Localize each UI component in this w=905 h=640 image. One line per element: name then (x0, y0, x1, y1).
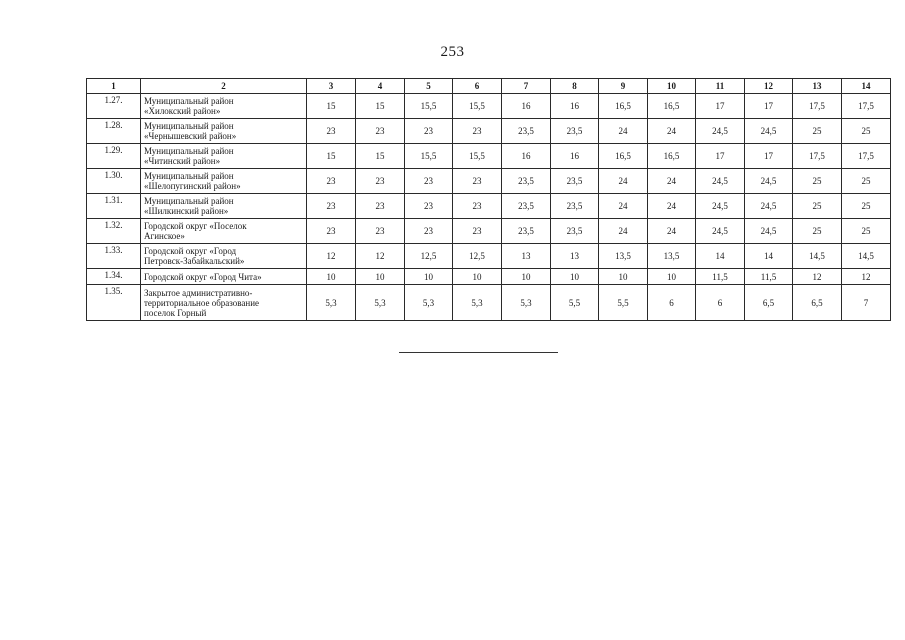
value-cell: 23 (405, 169, 453, 194)
value-cell: 5,5 (599, 285, 648, 321)
value-cell: 10 (648, 269, 696, 285)
row-number: 1.34. (87, 269, 141, 285)
table-body (87, 94, 891, 321)
municipality-name: Муниципальный район «Читинский район» (141, 144, 307, 169)
table-row (87, 94, 891, 119)
municipality-name: Муниципальный район «Шилкинский район» (141, 194, 307, 219)
value-cell: 12 (793, 269, 842, 285)
value-cell: 12 (307, 244, 356, 269)
column-header: 13 (793, 79, 842, 94)
value-cell: 5,3 (453, 285, 502, 321)
value-cell: 5,5 (551, 285, 599, 321)
value-cell: 17 (745, 94, 793, 119)
value-cell: 17 (745, 144, 793, 169)
value-cell: 7 (842, 285, 891, 321)
value-cell: 23,5 (502, 169, 551, 194)
column-header: 7 (502, 79, 551, 94)
value-cell: 12 (356, 244, 405, 269)
value-cell: 6 (648, 285, 696, 321)
value-cell: 23 (356, 119, 405, 144)
value-cell: 23 (356, 219, 405, 244)
value-cell: 24,5 (696, 194, 745, 219)
value-cell: 6,5 (745, 285, 793, 321)
table-header (87, 79, 891, 94)
value-cell: 25 (842, 169, 891, 194)
value-cell: 14 (745, 244, 793, 269)
municipality-name: Муниципальный район «Чернышевский район» (141, 119, 307, 144)
value-cell: 23,5 (551, 119, 599, 144)
municipality-name: Муниципальный район «Шелопугинский район» (141, 169, 307, 194)
value-cell: 10 (405, 269, 453, 285)
value-cell: 24 (599, 194, 648, 219)
data-table (86, 78, 891, 321)
value-cell: 25 (793, 194, 842, 219)
value-cell: 17,5 (793, 94, 842, 119)
row-number: 1.32. (87, 219, 141, 244)
value-cell: 25 (793, 169, 842, 194)
column-header: 11 (696, 79, 745, 94)
value-cell: 16 (502, 144, 551, 169)
municipality-name: Городской округ «Город Петровск-Забайкальский» (141, 244, 307, 269)
value-cell: 15 (356, 144, 405, 169)
value-cell: 12,5 (405, 244, 453, 269)
value-cell: 24,5 (696, 119, 745, 144)
column-header: 8 (551, 79, 599, 94)
value-cell: 15,5 (453, 94, 502, 119)
value-cell: 10 (551, 269, 599, 285)
value-cell: 10 (453, 269, 502, 285)
value-cell: 24,5 (745, 194, 793, 219)
value-cell: 25 (842, 219, 891, 244)
value-cell: 16 (502, 94, 551, 119)
table-row (87, 119, 891, 144)
value-cell: 16,5 (599, 144, 648, 169)
column-header: 2 (141, 79, 307, 94)
value-cell: 24,5 (745, 169, 793, 194)
row-number: 1.27. (87, 94, 141, 119)
value-cell: 17,5 (793, 144, 842, 169)
row-number: 1.31. (87, 194, 141, 219)
value-cell: 23 (453, 169, 502, 194)
value-cell: 13,5 (648, 244, 696, 269)
value-cell: 15 (356, 94, 405, 119)
value-cell: 24,5 (745, 219, 793, 244)
value-cell: 23 (405, 119, 453, 144)
value-cell: 13 (502, 244, 551, 269)
row-number: 1.29. (87, 144, 141, 169)
value-cell: 5,3 (307, 285, 356, 321)
column-header: 6 (453, 79, 502, 94)
value-cell: 25 (793, 219, 842, 244)
table-row (87, 194, 891, 219)
value-cell: 23 (453, 194, 502, 219)
value-cell: 24 (648, 169, 696, 194)
column-header: 12 (745, 79, 793, 94)
row-number: 1.28. (87, 119, 141, 144)
value-cell: 23 (307, 219, 356, 244)
value-cell: 16 (551, 144, 599, 169)
value-cell: 5,3 (356, 285, 405, 321)
column-header: 3 (307, 79, 356, 94)
column-header: 4 (356, 79, 405, 94)
value-cell: 25 (842, 119, 891, 144)
value-cell: 17,5 (842, 144, 891, 169)
value-cell: 24 (599, 169, 648, 194)
value-cell: 24,5 (696, 169, 745, 194)
value-cell: 10 (599, 269, 648, 285)
value-cell: 23,5 (551, 219, 599, 244)
table-row (87, 219, 891, 244)
value-cell: 25 (842, 194, 891, 219)
value-cell: 23,5 (502, 219, 551, 244)
value-cell: 16 (551, 94, 599, 119)
row-number: 1.30. (87, 169, 141, 194)
value-cell: 23 (356, 169, 405, 194)
value-cell: 17 (696, 144, 745, 169)
value-cell: 10 (356, 269, 405, 285)
value-cell: 5,3 (502, 285, 551, 321)
value-cell: 23 (356, 194, 405, 219)
value-cell: 23 (307, 194, 356, 219)
row-number: 1.33. (87, 244, 141, 269)
table-row (87, 144, 891, 169)
value-cell: 14,5 (842, 244, 891, 269)
value-cell: 12 (842, 269, 891, 285)
value-cell: 13,5 (599, 244, 648, 269)
value-cell: 17,5 (842, 94, 891, 119)
value-cell: 17 (696, 94, 745, 119)
value-cell: 23 (453, 219, 502, 244)
value-cell: 16,5 (648, 144, 696, 169)
value-cell: 15 (307, 94, 356, 119)
table-row (87, 269, 891, 285)
value-cell: 24 (599, 219, 648, 244)
municipality-name: Городской округ «Город Чита» (141, 269, 307, 285)
value-cell: 12,5 (453, 244, 502, 269)
value-cell: 15,5 (405, 94, 453, 119)
value-cell: 23 (307, 169, 356, 194)
row-number: 1.35. (87, 285, 141, 321)
value-cell: 23 (405, 194, 453, 219)
value-cell: 5,3 (405, 285, 453, 321)
value-cell: 24 (648, 119, 696, 144)
value-cell: 13 (551, 244, 599, 269)
table-row (87, 244, 891, 269)
value-cell: 23,5 (551, 169, 599, 194)
value-cell: 11,5 (696, 269, 745, 285)
value-cell: 10 (307, 269, 356, 285)
column-header: 5 (405, 79, 453, 94)
value-cell: 14,5 (793, 244, 842, 269)
value-cell: 23,5 (551, 194, 599, 219)
value-cell: 24 (648, 219, 696, 244)
header-row (87, 79, 891, 94)
value-cell: 14 (696, 244, 745, 269)
page-number: 253 (440, 44, 465, 60)
value-cell: 10 (502, 269, 551, 285)
column-header: 1 (87, 79, 141, 94)
value-cell: 23 (307, 119, 356, 144)
value-cell: 6 (696, 285, 745, 321)
value-cell: 15,5 (453, 144, 502, 169)
column-header: 14 (842, 79, 891, 94)
value-cell: 24,5 (696, 219, 745, 244)
column-header: 9 (599, 79, 648, 94)
value-cell: 6,5 (793, 285, 842, 321)
value-cell: 25 (793, 119, 842, 144)
value-cell: 24 (648, 194, 696, 219)
value-cell: 24 (599, 119, 648, 144)
municipality-name: Городской округ «Поселок Агинское» (141, 219, 307, 244)
value-cell: 23 (453, 119, 502, 144)
value-cell: 16,5 (599, 94, 648, 119)
table-row (87, 285, 891, 321)
value-cell: 23,5 (502, 194, 551, 219)
value-cell: 24,5 (745, 119, 793, 144)
value-cell: 11,5 (745, 269, 793, 285)
municipality-name: Закрытое административно- территориальное образование поселок Горный (141, 285, 307, 321)
value-cell: 23 (405, 219, 453, 244)
value-cell: 23,5 (502, 119, 551, 144)
value-cell: 16,5 (648, 94, 696, 119)
value-cell: 15,5 (405, 144, 453, 169)
footer-rule (399, 352, 558, 353)
value-cell: 15 (307, 144, 356, 169)
column-header: 10 (648, 79, 696, 94)
municipality-name: Муниципальный район «Хилокский район» (141, 94, 307, 119)
table-row (87, 169, 891, 194)
